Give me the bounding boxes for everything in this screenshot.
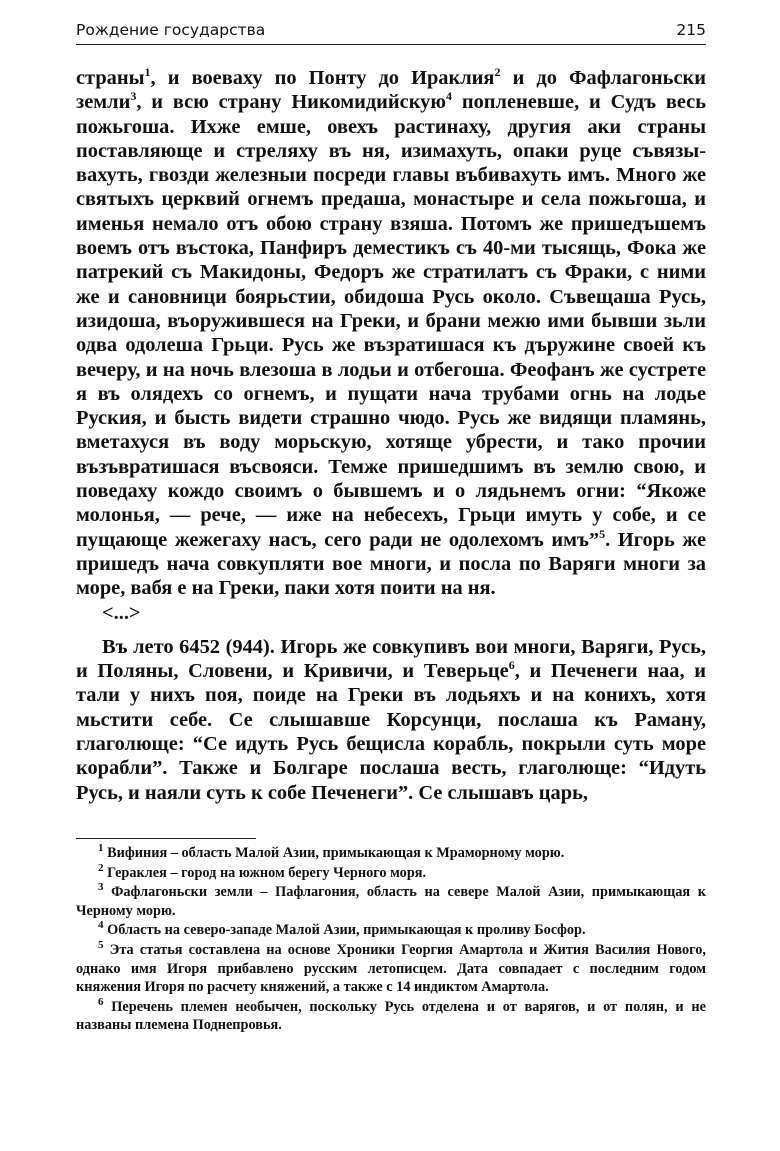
footnote-number: 2 [98, 861, 104, 874]
footnote-text: Область на северо-западе Малой Азии, примыкающая к проливу Босфор. [107, 922, 586, 939]
paragraph-1 [76, 66, 706, 601]
footnote-5 [76, 938, 706, 997]
page-number: 215 [676, 21, 706, 39]
text-run: и до Фафлагоньски земли [76, 67, 706, 114]
footnote-number: 6 [98, 995, 104, 1008]
footnote-3 [76, 883, 706, 920]
footnote-number: 1 [98, 842, 104, 854]
header-rule [76, 44, 706, 45]
text-run: попленевше, и Судъ весь пожьгоша. Ихже емше, овехъ растинаху, другия аки страны поставляюще и стреляху въ ня, изимахуть, опаки руце съвязывахуть, гвозди железныи посреди главы въбивахуть имъ. Много же святыхъ церквий огнемъ предаша, монастыре и села пожьгоша, и именья немало отъ обою страну взяша. Потомъ же пришедъшемъ воемъ отъ въстока, Панфиръ деместикъ съ 40-ми тысящь, Фока же патрекий съ Макидоны, Федоръ же стратилатъ съ Фраки, с ними же и сановници боярьстии, обидоша Русь около. Съвещаша Русь, изидоша, въоружившеся на Греки, и брани межю ими бывши зьли одва одолеша Грьци. Русь же възратишася къ дъружине своей къ вечеру, и на ночь влезоша в лодьи и отбегоша. Феофанъ же сустрете я въ олядехъ со огнемъ, и пущати нача трубами огнь на лодье Руския, и бысть видети страшно чюдо. Русь же видящи пламянь, вметахуся въ воду морьскую, хотяще убрести, и тако прочии възъвратишася въсвояси. Темже пришедшимъ въ землю свою, и поведаху кождо своимъ о бывшемъ и о лядьнемъ огни: “Якоже молонья, — рече, — иже на небесехъ, Грьци имуть у собе, и се пущающе жежегаху насъ, сего ради не одолехомъ имъ” [76, 91, 706, 551]
text-run: , и всю страну Никомидийскую [136, 91, 446, 114]
main-text [76, 66, 706, 805]
footnote-text: Фафлагоньски земли – Пафлагония, область на севере Малой Азии, примыкающая к Черному морю. [76, 884, 706, 919]
footnote-text: Эта статья составлена на основе Хроники Георгия Амартола и Жития Василия Нового, однако имя Игоря прибавлено русским летописцем. Дата совпадает с последним годом княжения Игоря по расчету княжений, а также с 14 индиктом Амартола. [76, 941, 706, 996]
text-run: , и Печенеги наа, и тали у нихъ поя, поиде на Греки въ лодьяхъ и на конихъ, хотя мьстити себе. Се слышавше Корсунци, послаша къ Раману, глаголюще: “Се идуть Русь бещисла корабль, покрыли суть море корабли”. Также и Болгаре послаша весть, глаголюще: “Идуть Русь, и наяли суть к собе Печенеги”. Се слышавъ царь, [76, 660, 706, 804]
footnote-ref-2[interactable]: 2 [494, 65, 501, 79]
footnotes [76, 844, 706, 1036]
footnote-ref-6[interactable]: 6 [508, 658, 515, 673]
footnote-ref-4[interactable]: 4 [445, 89, 452, 104]
omission-mark: <...> [102, 601, 141, 624]
paragraph-2 [76, 635, 706, 805]
footnote-number: 5 [98, 938, 104, 951]
footnote-text: Перечень племен необычен, поскольку Русь отделена и от варягов, и от полян, и не названы племена Поднепровья. [76, 998, 706, 1034]
footnote-2 [76, 861, 706, 883]
footnote-text: Вифиния – область Малой Азии, примыкающая к Мраморному морю. [107, 845, 565, 861]
running-head [76, 18, 706, 44]
running-title: Рождение государства [76, 21, 266, 39]
footnote-rule [76, 838, 256, 839]
footnote-text: Гераклея – город на южном берегу Черного моря. [107, 864, 427, 881]
footnote-ref-1[interactable]: 1 [144, 65, 151, 79]
text-run: страны [76, 67, 145, 89]
footnote-ref-3[interactable]: 3 [130, 89, 137, 104]
text-run: Въ лето 6452 (944). Игорь же совкупивъ вои многи, Варяги, Русь, и Поляны, Словени, и Кривичи, и Теверьце [76, 635, 706, 683]
footnote-ref-5[interactable]: 5 [599, 526, 606, 541]
footnote-1 [76, 844, 706, 863]
footnote-number: 4 [98, 919, 104, 932]
text-run: , и воеваху по Понту до Ираклия [150, 67, 495, 89]
footnote-4 [76, 921, 706, 940]
text-run: . Игорь же пришедъ нача совкупляти вое многи, и посла по Варяги многи за море, вабя е на Греки, паки хотя поити на ня. [76, 528, 706, 600]
footnote-number: 3 [98, 881, 104, 894]
footnote-6 [76, 995, 706, 1035]
